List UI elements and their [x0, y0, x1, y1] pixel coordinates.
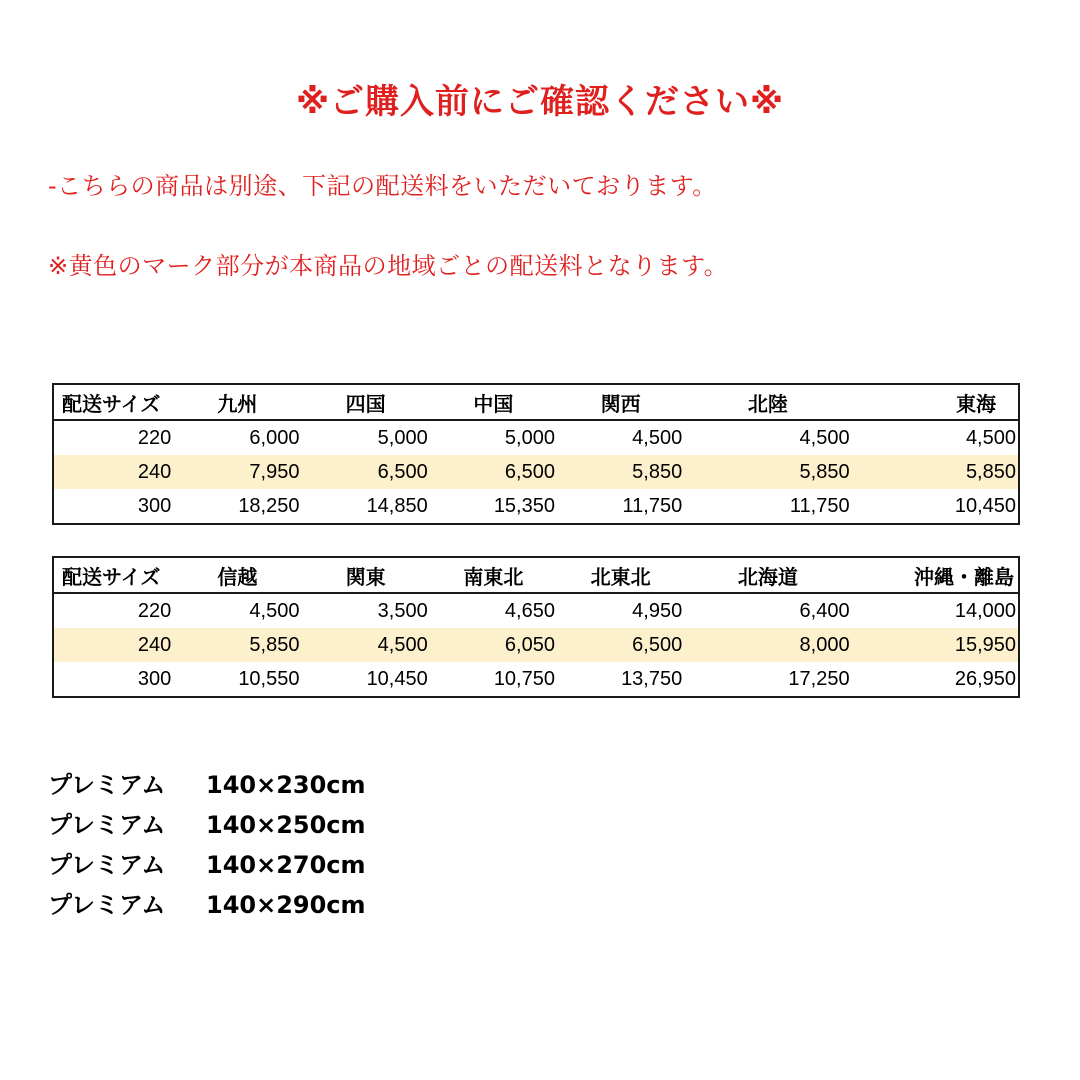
shipping-fee-note: -こちらの商品は別途、下記の配送料をいただいております。	[48, 172, 717, 200]
page-title: ※ご購入前にご確認ください※	[295, 82, 785, 122]
price-cell: 4,500	[799, 426, 850, 449]
table-row	[53, 593, 1019, 628]
table-row	[53, 420, 1019, 455]
price-cell: 18,250	[238, 494, 300, 517]
price-cell: 17,250	[788, 667, 850, 690]
product-name: プレミアム	[48, 891, 166, 919]
price-cell: 15,950	[852, 628, 1019, 662]
price-cell: 4,950	[632, 599, 683, 622]
price-cell: 4,500	[301, 628, 429, 662]
size-cell: 300	[137, 494, 172, 517]
column-header-region: 南東北	[430, 557, 557, 593]
price-cell: 5,850	[684, 455, 851, 489]
price-cell: 11,750	[789, 494, 850, 517]
column-header-region: 北海道	[684, 557, 851, 593]
product-name: プレミアム	[48, 851, 166, 879]
price-cell: 5,000	[504, 426, 555, 449]
price-cell: 3,500	[377, 599, 428, 622]
size-cell: 220	[137, 599, 172, 622]
price-cell: 14,850	[366, 494, 428, 517]
price-cell: 5,850	[557, 455, 684, 489]
table-row-highlighted	[53, 628, 1019, 662]
price-cell: 10,750	[493, 667, 555, 690]
column-header-size: 配送サイズ	[53, 557, 173, 593]
price-cell: 4,650	[504, 599, 555, 622]
table-row	[53, 489, 1019, 524]
price-cell: 6,400	[799, 599, 850, 622]
product-list	[48, 765, 366, 925]
column-header-region: 四国	[301, 384, 429, 420]
price-cell: 10,450	[366, 667, 428, 690]
table-header-row	[53, 384, 1019, 420]
product-size: 140×290cm	[206, 891, 366, 919]
size-cell: 220	[137, 426, 172, 449]
price-cell: 11,750	[622, 494, 683, 517]
column-header-size: 配送サイズ	[53, 384, 173, 420]
price-cell: 10,550	[238, 667, 300, 690]
price-cell: 4,500	[965, 426, 1016, 449]
column-header-region: 北東北	[557, 557, 684, 593]
list-item	[48, 845, 366, 885]
column-header-region: 九州	[173, 384, 301, 420]
column-header-region: 中国	[430, 384, 557, 420]
size-cell: 240	[53, 628, 173, 662]
list-item	[48, 765, 366, 805]
column-header-region: 関東	[301, 557, 429, 593]
price-cell: 6,050	[430, 628, 557, 662]
table-header-row	[53, 557, 1019, 593]
highlight-explanation-note: ※黄色のマーク部分が本商品の地域ごとの配送料となります。	[48, 252, 729, 280]
product-name: プレミアム	[48, 811, 166, 839]
price-cell: 14,000	[954, 599, 1016, 622]
price-cell: 4,500	[249, 599, 300, 622]
table-row	[53, 662, 1019, 697]
column-header-region: 関西	[557, 384, 684, 420]
price-cell: 8,000	[684, 628, 851, 662]
column-header-region: 信越	[173, 557, 301, 593]
price-cell: 5,850	[852, 455, 1019, 489]
price-cell: 7,950	[173, 455, 301, 489]
shipping-rate-table-1	[52, 383, 1020, 525]
list-item	[48, 805, 366, 845]
table-row-highlighted	[53, 455, 1019, 489]
size-cell: 240	[53, 455, 173, 489]
product-size: 140×270cm	[206, 851, 366, 879]
price-cell: 4,500	[632, 426, 683, 449]
product-size: 140×250cm	[206, 811, 366, 839]
size-cell: 300	[137, 667, 172, 690]
price-cell: 10,450	[954, 494, 1016, 517]
column-header-region: 北陸	[684, 384, 851, 420]
price-cell: 5,000	[377, 426, 428, 449]
price-cell: 5,850	[173, 628, 301, 662]
list-item	[48, 885, 366, 925]
column-header-region: 沖縄・離島	[852, 557, 1019, 593]
price-cell: 15,350	[493, 494, 555, 517]
price-cell: 6,000	[249, 426, 300, 449]
price-cell: 6,500	[557, 628, 684, 662]
product-size: 140×230cm	[206, 771, 366, 799]
price-cell: 26,950	[954, 667, 1016, 690]
shipping-rate-table-2	[52, 556, 1020, 698]
price-cell: 6,500	[301, 455, 429, 489]
column-header-region: 東海	[852, 384, 1019, 420]
price-cell: 6,500	[430, 455, 557, 489]
product-name: プレミアム	[48, 771, 166, 799]
price-cell: 13,750	[621, 667, 683, 690]
